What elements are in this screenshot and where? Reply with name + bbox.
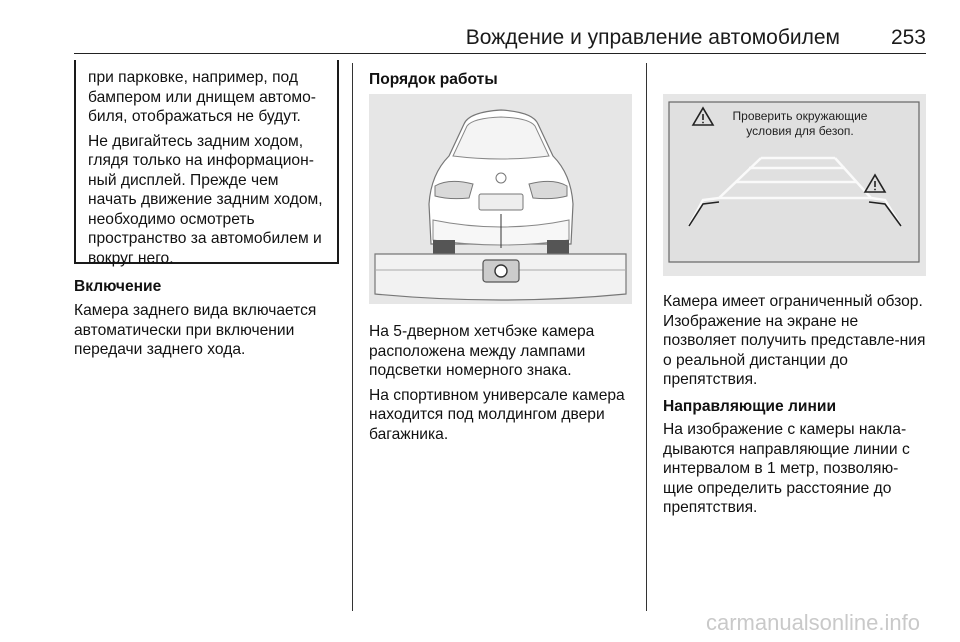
header-rule bbox=[74, 53, 926, 54]
guidelines-text: На изображение с камеры накла-дываются направляющие линии с интервалом в 1 метр, позволяю-щие определить расстояние до препятствия. bbox=[663, 421, 910, 516]
activation-text: Камера заднего вида включается автоматически при включении передачи заднего хода. bbox=[74, 302, 317, 358]
watermark-text: carmanualsonline.info bbox=[705, 610, 920, 635]
column-divider-left bbox=[352, 63, 353, 611]
operation-paragraph: На 5-дверном хетчбэке камера расположена между лампами подсветки номерного знака. bbox=[369, 323, 595, 379]
watermark bbox=[0, 610, 960, 642]
display-paragraph: Камера имеет ограниченный обзор. Изображение на экране не позволяет получить представле-ния о реальной дистанции до препятствия. bbox=[663, 293, 926, 388]
car-rear-camera-illustration bbox=[369, 94, 632, 304]
rear-camera-display-illustration bbox=[663, 94, 926, 276]
display-text-block bbox=[663, 292, 928, 390]
section-heading-operation: Порядок работы bbox=[369, 71, 498, 88]
page-number: 253 bbox=[890, 26, 926, 49]
operation-paragraph: На спортивном универсале камера находится под молдингом двери багажника. bbox=[369, 386, 625, 443]
column-divider-right bbox=[646, 63, 647, 611]
section-heading-guidelines: Направляющие линии bbox=[663, 398, 837, 415]
display-message-line1: Проверить окружающие bbox=[732, 109, 868, 123]
section-activation bbox=[74, 277, 342, 360]
section-guidelines bbox=[663, 397, 928, 518]
display-message-line2: условия для безоп. bbox=[746, 124, 854, 138]
warning-paragraph: Не двигайтесь задним ходом, глядя только на информацион-ный дисплей. Прежде чем начать движение задним ходом, необходимо осмотреть пространство за автомобилем и вокруг него. bbox=[88, 132, 323, 267]
section-operation-heading-block bbox=[369, 70, 639, 90]
warning-paragraph: при парковке, например, под бампером или днищем автомо-биля, отображаться не будут. bbox=[88, 69, 316, 125]
section-heading-activation: Включение bbox=[74, 278, 162, 295]
operation-text-block bbox=[369, 322, 644, 444]
car-rear-svg bbox=[369, 94, 632, 304]
warning-box bbox=[74, 60, 339, 267]
display-screen-svg bbox=[663, 94, 926, 276]
running-header-title: Вождение и управление автомобилем bbox=[465, 26, 840, 49]
